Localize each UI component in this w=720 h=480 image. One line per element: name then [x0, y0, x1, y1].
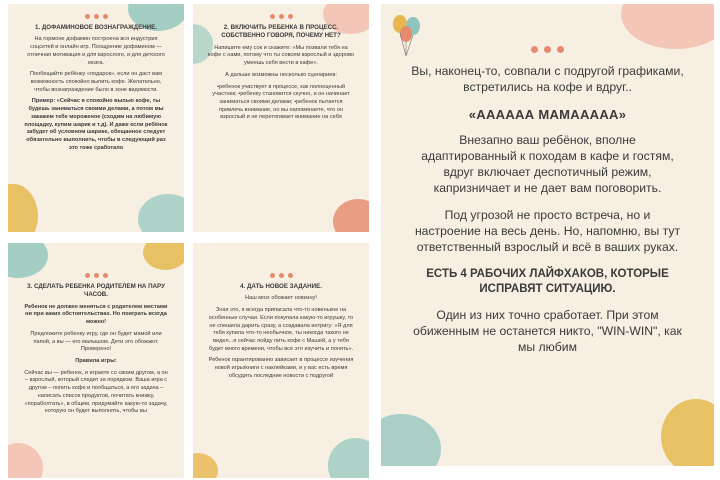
decor-blob — [193, 453, 218, 478]
card-3 — [8, 243, 184, 478]
card-paragraph: Пример: «Сейчас я спокойно выпью кофе, ты будешь заниматься своими делами, а потом мы закажем тебе мороженое (сходим на любимую площадку, купим шарик и т.д). И даже если ребёнок забудет об условном шарике, обещанное следует обязательно выполнить, чтобы в следующий раз это тоже сработало — [24, 98, 168, 151]
decor-blob — [143, 243, 184, 270]
card-paragraph: •ребенок участвует в процессе, как полноценный участник; •ребенку становится скучно, и он начинает заниматься своими делами; •ребенок пытается привлечь внимание, но вы напоминаете, что он взрослый и не перетягивает внимание на себя — [212, 83, 350, 121]
card-paragraph: Ребенок гарантированно зависает в процессе изучения новой игры/книги с наклейками, и у вас есть время обсудить последние новости с подругой — [208, 357, 354, 379]
card-paragraph: Напишите ему сок и скажите: «Мы позвали тебя на кофе с нами, потому что ты совсем взрослый и здорово умеешь себя вести в кафе». — [208, 44, 354, 67]
decor-blob — [381, 414, 441, 466]
card-title: 3. СДЕЛАТЬ РЕБЕНКА РОДИТЕЛЕМ НА ПАРУ ЧАСОВ. — [27, 283, 165, 299]
decor-dots — [411, 46, 684, 53]
card-paragraph: Наш мозг обожает новизну! — [245, 295, 317, 302]
card-paragraph: А дальше возможны несколько сценариев: — [225, 71, 337, 78]
card-paragraph: На гормоне дофамин построена вся индустрия соцсетей и онлайн игр. Поощрение дофамином — отличная мотивация и для взрослого, и для детского мозга. — [27, 36, 165, 66]
card-2 — [193, 4, 369, 232]
decor-blob — [661, 399, 714, 466]
card-4 — [193, 243, 369, 478]
intro-text: Вы, наконец-то, совпали с подругой графиками, встретились на кофе и вдруг.. — [411, 64, 684, 95]
decor-blob — [8, 184, 38, 232]
shout-heading: «АААААА МАМААААА» — [468, 107, 627, 123]
card-paragraph: Зная это, я всегда припасала что-то новенькое на особенные случаи. Если покупала какую-то игрушку, то не спешила дарить сразу, а создавала интригу: «Я для тебя купила что-то необычное, ты никогда такого не видел...я сейчас пойду пить кофе с Машей, а у тебя будет много времени, чтобы все это изучить и понять». — [208, 307, 354, 352]
card-paragraph: Сейчас вы — ребенок, и играете со своим другом, а он – взрослый, который следит за порядком. Ваша игра с другом – попить кофе и пообщаться, а его задача – написать список продуктов, почитать книжку, «пораболтать», в общем, придумайте какую-то задачу, которую он будет выполнять, чтобы вы — [24, 369, 168, 415]
decor-blob — [621, 4, 714, 49]
body-paragraph: Под угрозой не просто встреча, но и настроение на весь день. Но, напомню, вы тут ответственный взрослый и всё в ваших руках. — [414, 207, 681, 254]
card-title: 4. ДАТЬ НОВОЕ ЗАДАНИЕ. — [240, 283, 322, 290]
decor-blob — [333, 199, 369, 232]
decor-blob — [328, 438, 369, 478]
card-title: 1. ДОФАМИНОВОЕ ВОЗНАГРАЖДЕНИЕ. — [35, 24, 157, 31]
card-paragraph: Ребенок не должен меняться с родителем местами ни при каких обстоятельствах. Но поиграть всегда можно! — [24, 303, 168, 326]
card-paragraph: Пообещайте ребёнку «подарок», если он даст вам возможность спокойно выпить кофе. Желательно, чтобы вознаграждение было в зоне видимости. — [29, 71, 163, 93]
body-paragraph: Один из них точно сработает. При этом обиженным не останется никто, "WIN-WIN", как мы любим — [413, 307, 682, 354]
decor-dots — [207, 14, 355, 19]
lifehacks-heading: ЕСТЬ 4 РАБОЧИХ ЛАЙФХАКОВ, КОТОРЫЕ ИСПРАВЯТ СИТУАЦИЮ. — [426, 267, 669, 295]
decor-dots — [22, 273, 170, 278]
card-paragraph: Предложите ребенку игру, где он будет мамой или папой, а вы — его малышом. Дети это обожают. Проверено! — [30, 330, 162, 353]
decor-blob — [138, 194, 184, 232]
decor-blob — [8, 443, 43, 478]
body-paragraph: Внезапно ваш ребёнок, вполне адаптированный к походам в кафе и гостям, вдруг включает деспотичный режим, капризничает и не дает вам поговорить. — [421, 133, 674, 196]
card-paragraph: Правила игры: — [75, 358, 117, 365]
big-card — [381, 4, 714, 466]
card-title: 2. ВКЛЮЧИТЬ РЕБЕНКА В ПРОЦЕСС. СОБСТВЕННО ГОВОРЯ, ПОЧЕМУ НЕТ? — [221, 24, 341, 40]
decor-dots — [22, 14, 170, 19]
decor-dots — [207, 273, 355, 278]
card-1 — [8, 4, 184, 232]
